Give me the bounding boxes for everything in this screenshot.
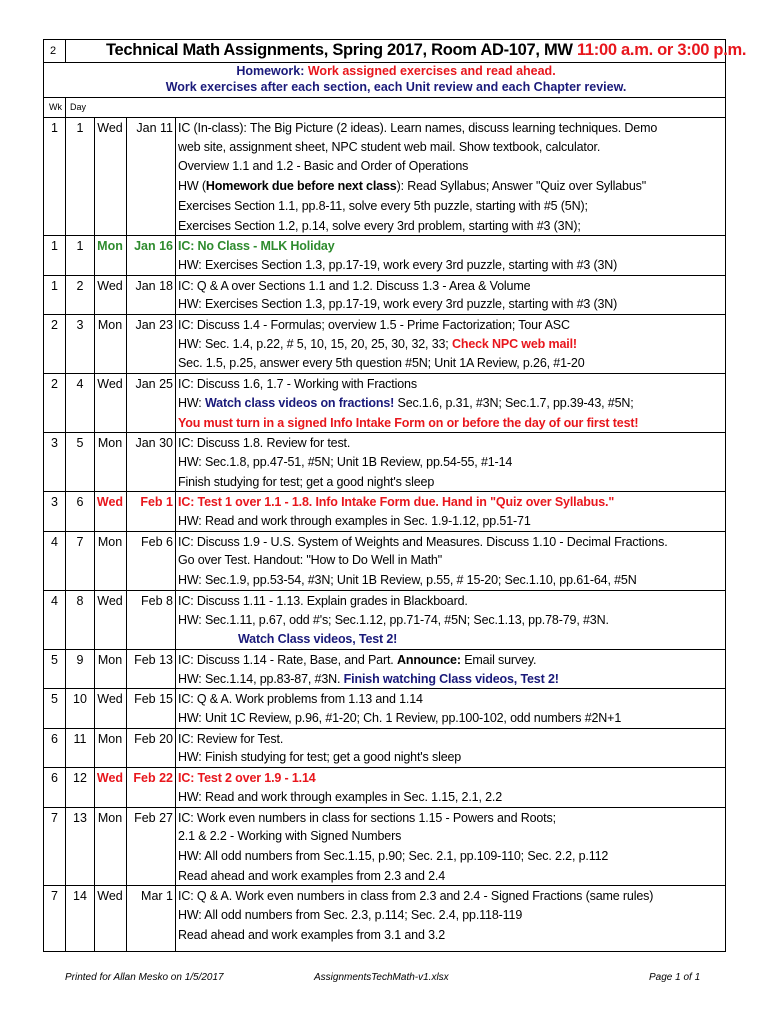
homework-line-1	[66, 64, 726, 78]
cell-description	[178, 868, 723, 884]
cell-description	[178, 534, 723, 550]
cell-wk: 2	[51, 377, 58, 392]
cell-description	[178, 810, 723, 826]
description-segment: HW: Sec. 1.4, p.22, # 5, 10, 15, 20, 25, 30, 32, 33;	[178, 336, 452, 351]
cell-wk: 4	[51, 593, 58, 608]
session-row	[44, 373, 725, 393]
description-segment: IC: Test 1 over 1.1 - 1.8. Info Intake Form due. Hand in "Quiz over Syllabus."	[178, 495, 615, 510]
cell-dow: Mon	[97, 436, 123, 451]
cell-description	[178, 770, 723, 786]
cell-date: Jan 25	[135, 377, 173, 392]
description-segment: IC: Test 2 over 1.9 - 1.14	[178, 771, 316, 786]
cell-description	[178, 652, 723, 668]
session-row	[44, 235, 725, 255]
description-segment: You must turn in a signed Info Intake Form on or before the day of our first test!	[178, 415, 639, 430]
description-segment: Sec. 1.5, p.25, answer every 5th question #5N; Unit 1A Review, p.26, #1-20	[178, 356, 585, 371]
session-row	[44, 117, 725, 137]
cell-description	[178, 828, 723, 844]
cell-date: Mar 1	[141, 889, 173, 904]
description-segment: HW: Sec.1.11, p.67, odd #'s; Sec.1.12, pp.71-74, #5N; Sec.1.13, pp.78-79, #3N.	[178, 612, 609, 627]
continuation-row	[44, 511, 725, 531]
cell-description	[178, 552, 723, 568]
title-text: Technical Math Assignments, Spring 2017, Room AD-107, MW	[106, 41, 577, 59]
cell-date: Feb 20	[134, 731, 173, 746]
cell-description	[178, 278, 723, 294]
footer-printed-for: Printed for Allan Mesko on 1/5/2017	[65, 972, 224, 983]
cell-day: 6	[76, 495, 84, 510]
cell-wk: 5	[51, 652, 58, 667]
cell-day: 3	[76, 318, 84, 332]
cell-dow: Wed	[96, 771, 124, 786]
cell-description	[178, 178, 723, 194]
page-title	[106, 41, 747, 60]
continuation-row	[44, 787, 725, 807]
description-segment: Finish studying for test; get a good night's sleep	[178, 474, 435, 489]
cell-description	[178, 454, 723, 470]
description-segment: Announce:	[396, 652, 461, 667]
cell-day: 11	[73, 731, 87, 746]
description-segment: Go over Test. Handout: "How to Do Well in Math"	[178, 553, 442, 568]
cell-date: Feb 8	[141, 593, 173, 608]
description-segment: HW (	[178, 179, 206, 194]
continuation-row	[44, 353, 725, 373]
cell-dow: Wed	[97, 278, 123, 293]
cell-description	[178, 848, 723, 864]
description-segment: IC: Discuss 1.9 - U.S. System of Weights and Measures. Discuss 1.10 - Decimal Fractions.	[178, 534, 668, 549]
cell-description	[178, 888, 723, 904]
column-header-row	[44, 97, 725, 118]
description-segment: Exercises Section 1.1, pp.8-11, solve every 5th puzzle, starting with #5 (5N);	[178, 198, 588, 213]
description-segment: Sec.1.6, p.31, #3N; Sec.1.7, pp.39-43, #5N;	[394, 395, 634, 410]
continuation-row	[44, 570, 725, 590]
cell-description	[178, 671, 723, 687]
cell-day: 14	[73, 889, 87, 904]
cell-date: Jan 30	[135, 436, 173, 451]
description-segment: IC: No Class - MLK Holiday	[178, 239, 335, 254]
cell-date: Jan 16	[134, 239, 173, 254]
session-row	[44, 885, 725, 905]
description-segment: HW: Sec.1.8, pp.47-51, #5N; Unit 1B Review, pp.54-55, #1-14	[178, 454, 513, 469]
cell-day: 7	[76, 534, 84, 549]
cell-description	[178, 593, 723, 609]
cell-date: Feb 1	[140, 495, 173, 510]
description-segment: Finish watching Class videos, Test 2!	[343, 671, 559, 686]
cell-wk: 7	[51, 889, 58, 904]
homework-text: Work assigned exercises and read ahead.	[307, 64, 556, 78]
cell-date: Feb 27	[134, 810, 173, 825]
continuation-row	[44, 905, 725, 925]
cell-description	[178, 158, 723, 174]
description-segment: Watch class videos on fractions!	[204, 395, 395, 410]
description-segment: web site, assignment sheet, NPC student web mail. Show textbook, calculator.	[178, 139, 601, 154]
cell-date: Jan 18	[135, 278, 173, 293]
description-segment: IC: Q & A. Work even numbers in class from 2.3 and 2.4 - Signed Fractions (same rules)	[178, 889, 654, 904]
continuation-row	[44, 708, 725, 728]
cell-day: 1	[76, 239, 84, 254]
session-row	[44, 767, 725, 787]
session-row	[44, 275, 725, 295]
description-segment: HW: Sec.1.14, pp.83-87, #3N.	[178, 671, 344, 686]
cell-dow: Mon	[97, 652, 123, 667]
description-segment: HW: Exercises Section 1.3, pp.17-19, work every 3rd puzzle, starting with #3 (3N)	[178, 257, 618, 272]
footer-file-name: AssignmentsTechMath-v1.xlsx	[314, 972, 449, 983]
description-segment: IC: Discuss 1.6, 1.7 - Working with Fractions	[178, 377, 417, 392]
cell-description	[178, 927, 723, 943]
session-row	[44, 314, 725, 334]
continuation-row	[44, 393, 725, 413]
session-row	[44, 728, 725, 748]
cell-wk: 7	[51, 810, 58, 825]
continuation-row	[44, 866, 725, 886]
continuation-row	[44, 550, 725, 570]
continuation-row	[44, 334, 725, 354]
cell-dow: Wed	[97, 692, 123, 707]
description-segment: Exercises Section 1.2, p.14, solve every 3rd problem, starting with #3 (3N);	[178, 218, 581, 233]
cell-description	[178, 296, 723, 312]
description-segment: IC (In-class): The Big Picture (2 ideas). Learn names, discuss learning techniques. Demo	[178, 121, 658, 135]
cell-wk: 3	[51, 495, 58, 510]
cell-dow: Mon	[97, 810, 123, 825]
cell-date: Feb 15	[134, 692, 173, 707]
cell-description	[178, 238, 723, 254]
homework-header	[44, 62, 725, 98]
cell-wk: 6	[51, 731, 58, 746]
cell-wk: 5	[51, 692, 58, 707]
cell-description	[178, 257, 723, 273]
cell-day: 8	[76, 593, 84, 608]
cell-description	[178, 395, 723, 411]
divider-title	[65, 40, 66, 62]
description-segment: HW: Read and work through examples in Sec. 1.9-1.12, pp.51-71	[178, 514, 531, 528]
description-segment: IC: Work even numbers in class for sections 1.15 - Powers and Roots;	[178, 810, 556, 825]
cell-description	[178, 139, 723, 155]
description-segment: Overview 1.1 and 1.2 - Basic and Order of Operations	[178, 159, 469, 174]
cell-date: Feb 13	[134, 652, 173, 667]
cell-dow: Wed	[97, 593, 123, 608]
cell-wk: 1	[51, 239, 58, 254]
cell-description	[178, 376, 723, 392]
cell-dow: Wed	[97, 889, 123, 904]
session-row	[44, 590, 725, 610]
continuation-row	[44, 826, 725, 846]
continuation-row	[44, 216, 725, 236]
description-segment: IC: Discuss 1.11 - 1.13. Explain grades in Blackboard.	[178, 593, 468, 608]
cell-description	[178, 749, 723, 765]
description-segment: HW: All odd numbers from Sec.1.15, p.90; Sec. 2.1, pp.109-110; Sec. 2.2, p.112	[178, 848, 609, 863]
continuation-row	[44, 196, 725, 216]
cell-wk: 3	[51, 436, 58, 451]
cell-description	[178, 218, 723, 234]
description-segment: HW: Unit 1C Review, p.96, #1-20; Ch. 1 Review, pp.100-102, odd numbers #2N+1	[178, 711, 622, 725]
cell-description	[178, 120, 723, 136]
description-segment: IC: Discuss 1.8. Review for test.	[178, 436, 351, 451]
cell-description	[178, 336, 723, 352]
description-segment: 2.1 & 2.2 - Working with Signed Numbers	[178, 829, 402, 844]
cell-description	[178, 907, 723, 923]
cell-day: 10	[73, 692, 87, 707]
continuation-row	[44, 137, 725, 157]
cell-day: 13	[73, 810, 87, 825]
cell-day: 2	[76, 278, 84, 293]
cell-dow: Mon	[97, 318, 123, 332]
description-segment: IC: Q & A. Work problems from 1.13 and 1.14	[178, 692, 423, 707]
session-row	[44, 432, 725, 452]
cell-description	[178, 631, 770, 647]
continuation-row	[44, 294, 725, 314]
session-row	[44, 649, 725, 669]
cell-description	[178, 198, 723, 214]
footer-page-number: Page 1 of 1	[649, 972, 701, 983]
description-segment: HW: Read and work through examples in Sec. 1.15, 2.1, 2.2	[178, 789, 503, 804]
continuation-row	[44, 629, 725, 649]
description-segment: Watch Class videos, Test 2!	[238, 632, 398, 647]
column-header-day: Day	[70, 102, 87, 112]
continuation-row	[44, 846, 725, 866]
cell-description	[178, 435, 723, 451]
continuation-row	[44, 176, 725, 196]
cell-wk: 4	[51, 534, 58, 549]
cell-wk: 1	[51, 121, 58, 135]
divider-date	[175, 117, 176, 951]
cell-wk: 2	[51, 318, 58, 332]
cell-dow: Wed	[97, 121, 123, 135]
continuation-row	[44, 472, 725, 492]
cell-dow: Wed	[96, 495, 124, 510]
description-segment: HW: All odd numbers from Sec. 2.3, p.114; Sec. 2.4, pp.118-119	[178, 908, 523, 922]
description-segment: HW:	[178, 395, 205, 410]
cell-description	[178, 494, 723, 510]
description-segment: IC: Discuss 1.4 - Formulas; overview 1.5 - Prime Factorization; Tour ASC	[178, 318, 570, 332]
cell-description	[178, 731, 723, 747]
cell-day: 12	[73, 771, 87, 786]
continuation-row	[44, 610, 725, 630]
continuation-row	[44, 255, 725, 275]
title-time: 11:00 a.m. or 3:00 p.m.	[576, 41, 747, 59]
cell-date: Jan 11	[136, 121, 173, 135]
cell-day: 9	[76, 652, 84, 667]
cell-dow: Mon	[97, 239, 123, 254]
cell-description	[178, 612, 723, 628]
description-segment: HW: Exercises Section 1.3, pp.17-19, work every 3rd puzzle, starting with #3 (3N)	[178, 297, 618, 312]
cell-date: Feb 22	[133, 771, 173, 786]
cell-description	[178, 789, 723, 805]
homework-label: Homework:	[236, 64, 308, 78]
description-segment: HW: Sec.1.9, pp.53-54, #3N; Unit 1B Review, p.55, # 15-20; Sec.1.10, pp.61-64, #5N	[178, 573, 637, 588]
continuation-row	[44, 925, 725, 945]
description-segment: Homework due before next class	[205, 179, 397, 194]
cell-day: 1	[76, 121, 84, 135]
description-segment: HW: Finish studying for test; get a good night's sleep	[178, 750, 462, 765]
cell-description	[178, 415, 723, 431]
homework-line-2: Work exercises after each section, each Unit review and each Chapter review.	[165, 80, 627, 94]
cell-description	[178, 572, 723, 588]
description-segment: Email survey.	[460, 652, 537, 667]
description-segment: IC: Discuss 1.14 - Rate, Base, and Part.	[178, 652, 397, 667]
cell-description	[178, 691, 723, 707]
cell-description	[178, 355, 723, 371]
divider-dow	[126, 117, 127, 951]
cell-dow: Wed	[97, 377, 123, 392]
continuation-row	[44, 452, 725, 472]
cell-dow: Mon	[97, 731, 123, 746]
page-marker: 2	[50, 45, 57, 57]
description-segment: Read ahead and work examples from 2.3 and 2.4	[178, 868, 446, 883]
column-header-wk: Wk	[49, 102, 62, 112]
cell-wk: 1	[51, 278, 58, 293]
assignment-sheet	[43, 39, 747, 952]
cell-dow: Mon	[97, 534, 123, 549]
continuation-row	[44, 747, 725, 767]
session-row	[44, 807, 725, 827]
cell-day: 5	[76, 436, 84, 451]
cell-day: 4	[76, 377, 84, 392]
cell-wk: 6	[51, 771, 58, 786]
cell-description	[178, 513, 723, 529]
continuation-row	[44, 156, 725, 176]
session-row	[44, 491, 725, 511]
cell-description	[178, 710, 723, 726]
cell-date: Feb 6	[141, 534, 173, 549]
description-segment: Read ahead and work examples from 3.1 and 3.2	[178, 927, 446, 942]
description-segment: ): Read Syllabus; Answer "Quiz over Syllabus"	[396, 179, 647, 194]
cell-date: Jan 23	[135, 318, 173, 332]
continuation-row	[44, 413, 725, 433]
continuation-row	[44, 669, 725, 689]
description-segment: Check NPC web mail!	[451, 336, 577, 351]
cell-description	[178, 317, 723, 333]
description-segment: IC: Review for Test.	[178, 731, 284, 746]
description-segment: IC: Q & A over Sections 1.1 and 1.2. Discuss 1.3 - Area & Volume	[178, 278, 531, 293]
cell-description	[178, 474, 723, 490]
session-row	[44, 531, 725, 551]
session-row	[44, 688, 725, 708]
title-row	[44, 40, 747, 63]
